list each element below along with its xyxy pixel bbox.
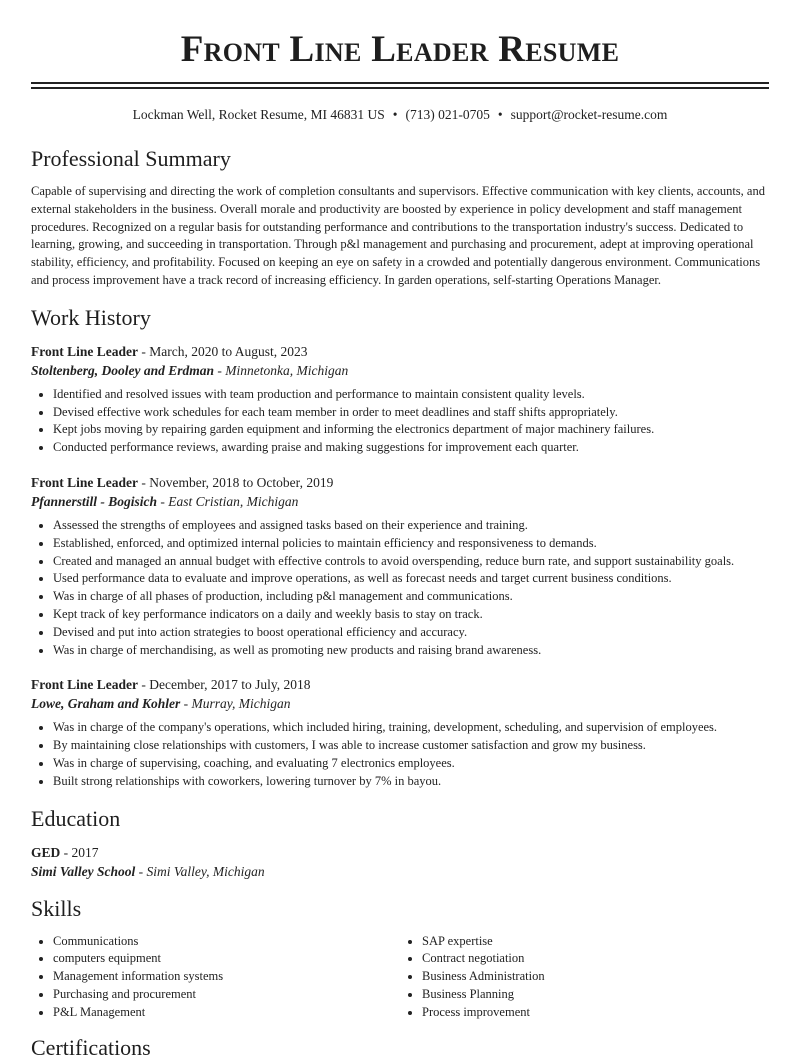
job-dates: - November, 2018 to October, 2019 [138,474,334,490]
company-line [31,492,769,511]
job-bullet: • Devised effective work schedules for each team member in order to meet deadlines and staff shifts appropriately. [53,404,769,422]
contact-phone: (713) 021-0705 [405,107,490,122]
company-line [31,694,769,713]
job-bullet: • Kept track of key performance indicators on a daily and weekly basis to stay on track. [53,606,769,624]
job-title: Front Line Leader [31,343,138,359]
job-entry [31,675,769,790]
job-bullet: • By maintaining close relationships with customers, I was able to increase customer satisfaction and grow my business. [53,737,769,755]
contact-email: support@rocket-resume.com [510,107,668,122]
skill-item: • Business Planning [422,986,769,1004]
company-location: - East Cristian, Michigan [157,493,299,509]
job-bullet: • Established, enforced, and optimized internal policies to maintain efficiency and responsiveness to demands. [53,535,769,553]
job-bullet: • Was in charge of supervising, coaching, and evaluating 7 electronics employees. [53,755,769,773]
skills-list [31,929,769,1022]
skill-item: • P&L Management [53,1004,400,1022]
job-entry [31,342,769,457]
job-bullets [31,386,769,457]
job-bullets [31,719,769,790]
skill-item: • Communications [53,933,400,951]
job-title: Front Line Leader [31,474,138,490]
job-dates: - March, 2020 to August, 2023 [138,343,308,359]
company-name: Lowe, Graham and Kohler [31,696,181,712]
job-title-line [31,473,769,492]
certifications-heading: Certifications [31,1034,151,1060]
company-line [31,361,769,380]
skill-item: • SAP expertise [422,933,769,951]
work-history-heading: Work History [31,304,151,330]
skills-heading: Skills [31,895,82,921]
title-divider [31,82,769,89]
resume-title: Front Line Leader Resume [180,29,620,70]
job-entry [31,473,769,659]
job-bullet: • Created and managed an annual budget with effective controls to avoid overspending, reduce burn rate, and support sustainability goals. [53,553,769,571]
summary-text: Capable of supervising and directing the work of completion consultants and supervisors. Effective communication with key clients, accounts, and external stakeholders in the business. Overall morale and productivity are boosted by experience in policy development and staff management procedures. Recognized on a regular basis for outstanding performance and contributions to the transportation industry's success. Dedicated to learning, growing, and succeeding in transportation. Through p&l management and purchasing and procurement, adept at improving operational stability, efficiency, and profitability. Focused on keeping an eye on safety in a crowded and potentially dangerous environment. Communications and process improvement have a track record of increasing efficiency. In garden operations, self-starting Operations Manager. [31,184,765,287]
skills-column-right [400,933,769,1022]
contact-separator: • [497,107,503,122]
job-bullet: • Devised and put into action strategies to boost operational efficiency and accuracy. [53,624,769,642]
skill-item: • Management information systems [53,968,400,986]
job-bullet: • Built strong relationships with coworkers, lowering turnover by 7% in bayou. [53,773,769,791]
job-bullet: • Assessed the strengths of employees and assigned tasks based on their experience and training. [53,517,769,535]
job-bullet: • Was in charge of all phases of production, including p&l management and communications. [53,588,769,606]
company-name: Pfannerstill - Bogisich [31,493,158,509]
skill-item: • Business Administration [422,968,769,986]
education-heading: Education [31,805,121,831]
contact-address: Lockman Well, Rocket Resume, MI 46831 US [132,107,385,122]
job-bullet: • Conducted performance reviews, awarding praise and making suggestions for improvement each quarter. [53,439,769,457]
skill-item: • Purchasing and procurement [53,986,400,1004]
school-name: Simi Valley School [31,863,136,879]
job-bullets [31,517,769,659]
job-bullet: • Used performance data to evaluate and improve operations, as well as forecast needs and target current business conditions. [53,570,769,588]
degree-year: - 2017 [60,844,99,860]
company-location: - Minnetonka, Michigan [214,362,349,378]
job-bullet: • Was in charge of merchandising, as well as promoting new products and raising brand awareness. [53,642,769,660]
job-bullet: • Was in charge of the company's operations, which included hiring, training, development, scheduling, and supervision of employees. [53,719,769,737]
degree-line [31,843,769,862]
skills-column-left [31,933,400,1022]
job-bullet: • Kept jobs moving by repairing garden equipment and informing the electronics department of major machinery failures. [53,421,769,439]
job-bullet: • Identified and resolved issues with team production and performance to maintain consistent quality levels. [53,386,769,404]
job-title-line [31,675,769,694]
company-location: - Murray, Michigan [180,696,291,712]
contact-line [31,105,769,125]
job-title-line [31,342,769,361]
summary-heading: Professional Summary [31,146,231,171]
education-entry [31,843,769,881]
contact-separator: • [392,107,398,122]
company-name: Stoltenberg, Dooley and Erdman [31,362,215,378]
skill-item: • Contract negotiation [422,950,769,968]
degree-name: GED [31,844,61,860]
school-location: - Simi Valley, Michigan [135,863,265,879]
job-title: Front Line Leader [31,677,138,693]
school-line [31,862,769,881]
skill-item: • Process improvement [422,1004,769,1022]
skill-item: • computers equipment [53,950,400,968]
job-dates: - December, 2017 to July, 2018 [138,677,311,693]
resume-page [31,0,769,1062]
